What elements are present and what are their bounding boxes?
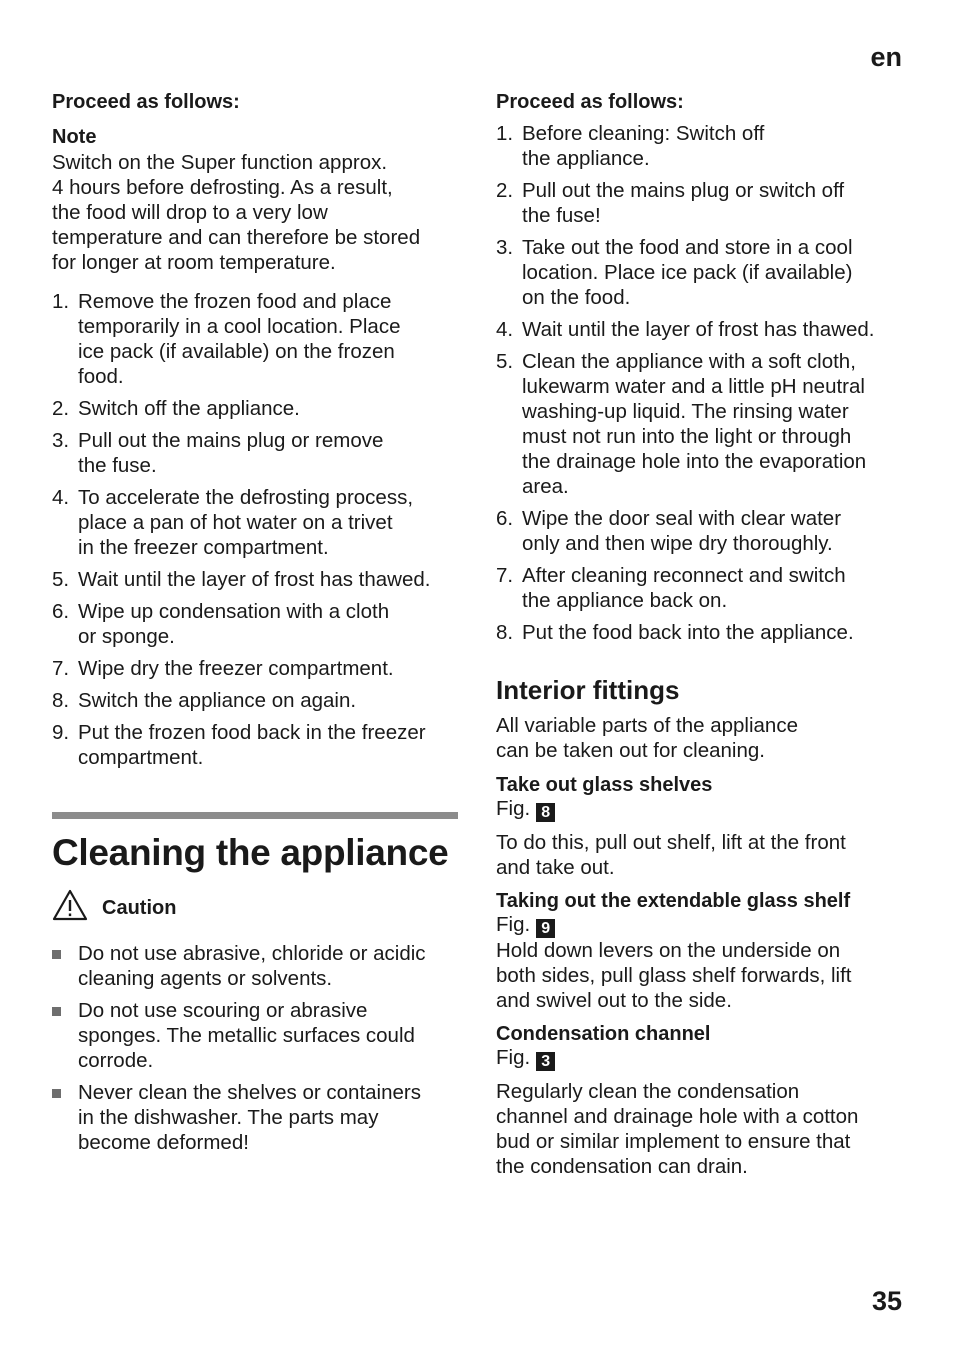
list-item: 7. Wipe dry the freezer compartment.	[52, 657, 394, 680]
list-item: 6. Wipe the door seal with clear water only and then wipe dry thoroughly.	[496, 507, 842, 555]
list-item: 2. Switch off the appliance.	[52, 397, 300, 420]
figure-number-badge: 8	[536, 803, 555, 822]
glass-shelves-text: To do this, pull out shelf, lift at the front and take out.	[496, 831, 846, 879]
extendable-shelf-text: Hold down levers on the underside on both sides, pull glass shelf forwards, lift and swivel out to the side.	[496, 939, 852, 1012]
proceed-heading: Proceed as follows:	[52, 91, 240, 113]
extendable-shelf-heading: Taking out the extendable glass shelf	[496, 890, 851, 912]
condensation-channel-heading: Condensation channel	[496, 1023, 711, 1045]
interior-fittings-heading: Interior fittings	[496, 675, 680, 705]
figure-reference: Fig. 9	[496, 914, 911, 938]
list-item: 4. To accelerate the defrosting process, place a pan of hot water on a trivet in the freezer compartment.	[52, 486, 414, 559]
list-item: 1. Before cleaning: Switch off the appliance.	[496, 122, 765, 170]
note-text: Switch on the Super function approx. 4 hours before defrosting. As a result, the food will drop to a very low temperature and can therefore be stored for longer at room temperature.	[52, 151, 421, 274]
list-item: 1. Remove the frozen food and place temporarily in a cool location. Place ice pack (if available) on the frozen food.	[52, 290, 401, 388]
figure-reference: Fig. 8	[496, 798, 911, 822]
defrost-steps-list	[52, 289, 462, 770]
list-item: 6. Wipe up condensation with a cloth or sponge.	[52, 600, 390, 648]
condensation-channel-text: Regularly clean the condensation channel and drainage hole with a cotton bud or similar implement to ensure that the condensation can drain.	[496, 1080, 859, 1178]
glass-shelves-heading: Take out glass shelves	[496, 774, 713, 796]
cleaning-steps-list	[496, 121, 911, 645]
list-item: 3. Take out the food and store in a cool location. Place ice pack (if available) on the food.	[496, 236, 853, 309]
right-column	[496, 90, 911, 1179]
list-item: Do not use abrasive, chloride or acidic cleaning agents or solvents.	[52, 941, 462, 991]
figure-number-badge: 9	[536, 919, 555, 938]
bullet-square-icon	[52, 1007, 61, 1016]
list-item: 2. Pull out the mains plug or switch off the fuse!	[496, 179, 845, 227]
note-heading: Note	[52, 126, 97, 148]
section-title: Cleaning the appliance	[52, 832, 449, 873]
proceed-heading: Proceed as follows:	[496, 91, 684, 113]
bullet-square-icon	[52, 1089, 61, 1098]
list-item: 5. Clean the appliance with a soft cloth, lukewarm water and a little pH neutral washing-up liquid. The rinsing water must not run into the light or through the drainage hole into the evaporation area.	[496, 350, 867, 498]
language-tag: en	[870, 42, 902, 72]
caution-heading	[52, 889, 462, 921]
list-item: Never clean the shelves or containers in the dishwasher. The parts may become deformed!	[52, 1080, 462, 1155]
list-item: 8. Put the food back into the appliance.	[496, 621, 854, 644]
list-item: 8. Switch the appliance on again.	[52, 689, 357, 712]
list-item: 4. Wait until the layer of frost has thawed.	[496, 318, 875, 341]
figure-number-badge: 3	[536, 1052, 555, 1071]
caution-list	[52, 941, 462, 1155]
bullet-square-icon	[52, 950, 61, 959]
figure-reference: Fig. 3	[496, 1047, 911, 1071]
section-divider	[52, 812, 458, 819]
list-item: Do not use scouring or abrasive sponges. The metallic surfaces could corrode.	[52, 998, 462, 1073]
list-item: 3. Pull out the mains plug or remove the fuse.	[52, 429, 384, 477]
interior-text: All variable parts of the appliance can be taken out for cleaning.	[496, 714, 798, 762]
left-column	[52, 90, 462, 1162]
warning-triangle-icon	[52, 889, 88, 921]
list-item: 5. Wait until the layer of frost has thawed.	[52, 568, 431, 591]
caution-label: Caution	[102, 896, 177, 919]
page-number: 35	[871, 1286, 902, 1316]
list-item: 9. Put the frozen food back in the freezer compartment.	[52, 721, 426, 769]
list-item: 7. After cleaning reconnect and switch the appliance back on.	[496, 564, 846, 612]
